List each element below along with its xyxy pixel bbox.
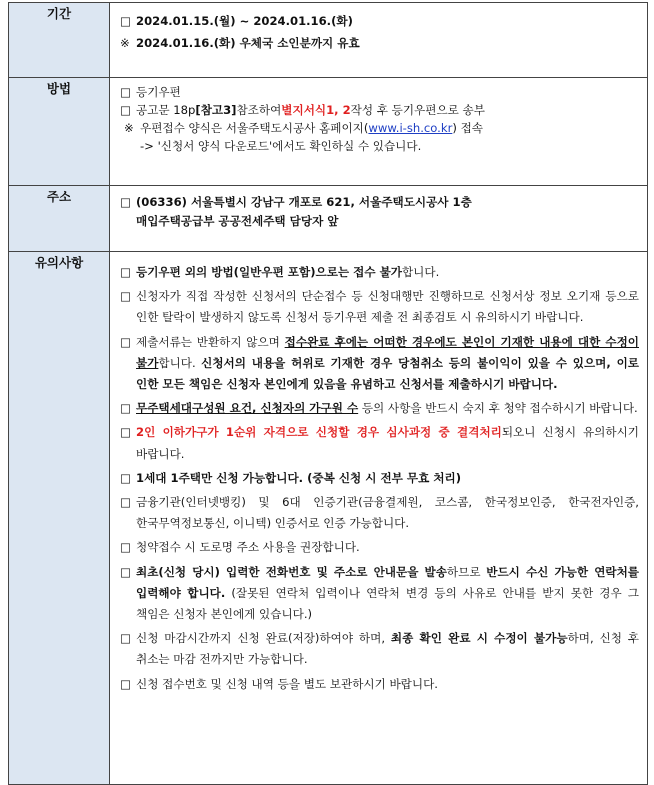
period-content bbox=[110, 3, 648, 78]
note-item: □ 2인 이하가구가 1순위 자격으로 신청할 경우 심사과정 중 결격처리되오니 신청시 유의하시기 바랍니다. bbox=[120, 422, 639, 464]
bullet-icon: □ bbox=[120, 495, 131, 510]
bullet-icon: □ bbox=[120, 289, 131, 304]
notes-row bbox=[9, 252, 648, 785]
method-note: ※ 우편접수 양식은 서울주택도시공사 홈페이지( www.i-sh.co.kr ) 접속 bbox=[124, 121, 483, 135]
bullet-icon: □ bbox=[120, 103, 131, 117]
method-row bbox=[9, 78, 648, 186]
bullet-icon: □ bbox=[120, 14, 131, 28]
address-line-1: □ (06336) 서울특별시 강남구 개포로 621, 서울주택도시공사 1층 bbox=[120, 193, 639, 212]
bullet-icon: □ bbox=[120, 540, 131, 555]
period-row bbox=[9, 3, 648, 78]
note-item: □ 금융기관(인터넷뱅킹) 및 6대 인증기관(금융결제원, 코스콤, 한국정보인증, 한국전자인증, 한국무역정보통신, 이니텍) 인증서로 인증 가능합니다. bbox=[120, 492, 639, 534]
bullet-icon: □ bbox=[120, 85, 131, 99]
period-line-1 bbox=[120, 13, 639, 30]
period-line-2 bbox=[120, 35, 639, 52]
address-row bbox=[9, 186, 648, 252]
note-item: □ 청약접수 시 도로명 주소 사용을 권장합니다. bbox=[120, 537, 639, 558]
form-reference: 별지서식1, 2 bbox=[281, 103, 351, 117]
period-label: 기간 bbox=[9, 3, 110, 78]
bullet-icon: □ bbox=[120, 631, 131, 646]
application-info-table bbox=[8, 2, 648, 785]
note-item: □ 1세대 1주택만 신청 가능합니다. (중복 신청 시 전부 무효 처리) bbox=[120, 468, 639, 489]
period-range: 2024.01.15.(월) ~ 2024.01.16.(화) bbox=[136, 14, 353, 28]
note-item: □ 신청자가 직접 작성한 신청서의 단순접수 등 신청대행만 진행하므로 신청서상 정보 오기재 등으로 인한 탈락이 발생하지 않도록 신청서 등기우편 제출 전 최종검토 시 유의하시기 바랍니다. bbox=[120, 286, 639, 328]
note-item: □ 무주택세대구성원 요건, 신청자의 가구원 수 등의 사항을 반드시 숙지 후 청약 접수하시기 바랍니다. bbox=[120, 398, 639, 419]
notes-label: 유의사항 bbox=[9, 252, 110, 785]
note-item: □ 신청 접수번호 및 신청 내역 등을 별도 보관하시기 바랍니다. bbox=[120, 674, 639, 695]
bullet-icon: □ bbox=[120, 401, 131, 416]
bullet-icon: □ bbox=[120, 425, 131, 440]
address-label: 주소 bbox=[9, 186, 110, 252]
method-note-2: -> '신청서 양식 다운로드'에서도 확인하실 수 있습니다. bbox=[140, 139, 422, 153]
notes-content bbox=[110, 252, 648, 785]
bullet-icon: □ bbox=[120, 195, 131, 209]
address-content bbox=[110, 186, 648, 252]
note-item: □ 제출서류는 반환하지 않으며 접수완료 후에는 어떠한 경우에도 본인이 기재한 내용에 대한 수정이 불가합니다. 신청서의 내용을 허위로 기재한 경우 당첨취소 등의 불이익이 있을 수 있으며, 이로 인한 모든 책임은 신청자 본인에게 있음을 유념하고 신청서를 제출하시기 바랍니다. bbox=[120, 332, 639, 396]
bullet-icon: □ bbox=[120, 676, 131, 691]
address-line-2: 매입주택공급부 공공전세주택 담당자 앞 bbox=[136, 214, 339, 228]
bullet-icon: □ bbox=[120, 334, 131, 349]
method-item-2: □ 공고문 18p [참고3] 참조하여 별지서식1, 2 작성 후 등기우편으로 송부 bbox=[120, 103, 485, 117]
method-label: 방법 bbox=[9, 78, 110, 186]
note-item: □ 신청 마감시간까지 신청 완료(저장)하여야 하며, 최종 확인 완료 시 수정이 불가능하며, 신청 후 취소는 마감 전까지만 가능합니다. bbox=[120, 628, 639, 670]
method-item-1: □ 등기우편 bbox=[120, 85, 181, 99]
method-content bbox=[110, 78, 648, 186]
note-item: □ 등기우편 외의 방법(일반우편 포함)으로는 접수 불가합니다. bbox=[120, 262, 639, 283]
reference-mark-icon: ※ bbox=[124, 121, 134, 135]
homepage-link[interactable]: www.i-sh.co.kr bbox=[368, 121, 453, 135]
note-item: □ 최초(신청 당시) 입력한 전화번호 및 주소로 안내문을 발송하므로 반드시 수신 가능한 연락처를 입력해야 합니다. (잘못된 연락처 입력이나 연락처 변경 등의 사유로 안내를 받지 못한 경우 그 책임은 신청자 본인에게 있습니다.) bbox=[120, 562, 639, 626]
bullet-icon: □ bbox=[120, 470, 131, 485]
reference-mark-icon: ※ bbox=[120, 36, 130, 50]
bullet-icon: □ bbox=[120, 564, 131, 579]
bullet-icon: □ bbox=[120, 265, 131, 279]
period-validity: 2024.01.16.(화) 우체국 소인분까지 유효 bbox=[136, 36, 360, 50]
